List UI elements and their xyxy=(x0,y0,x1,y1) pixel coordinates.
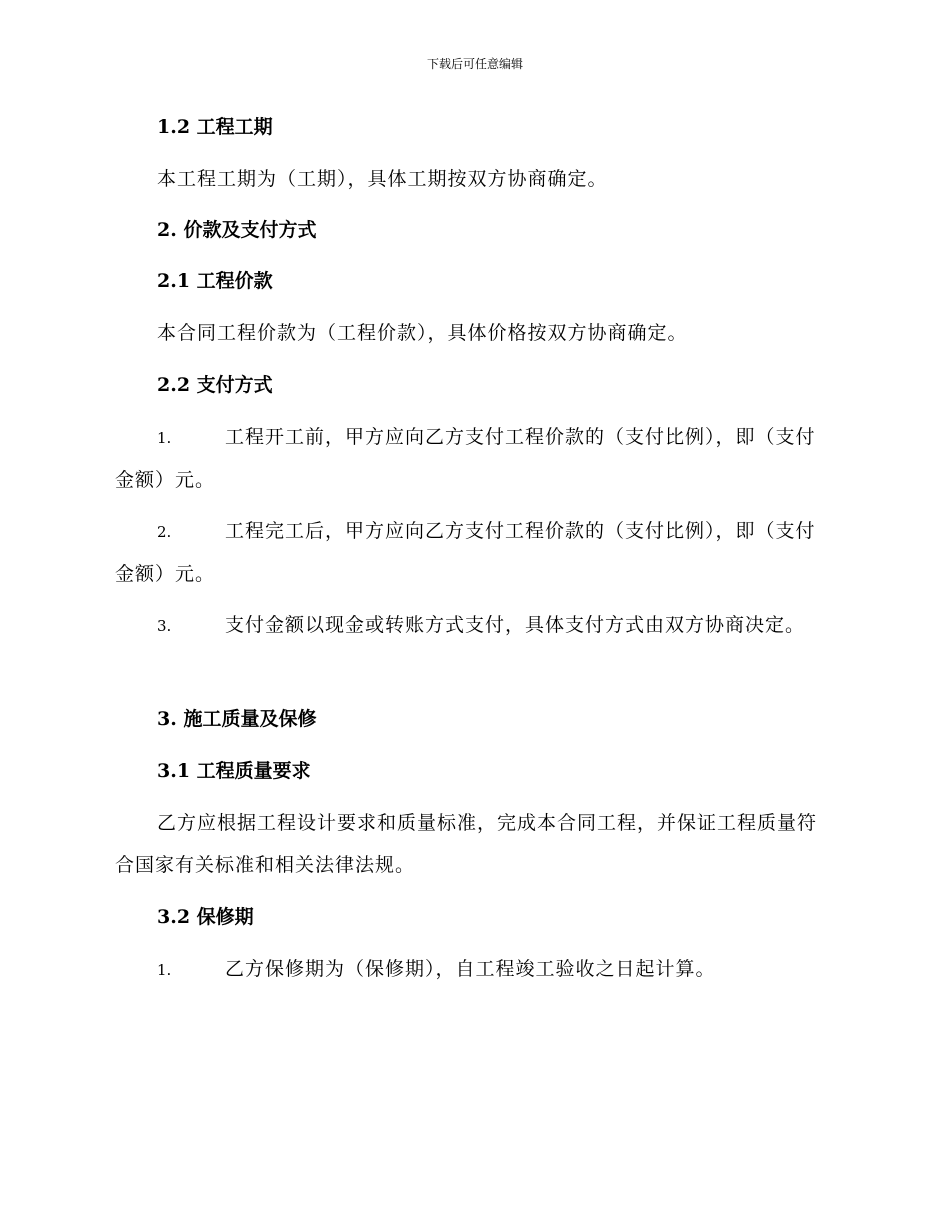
list-item-number: 2. xyxy=(157,523,172,541)
list-item xyxy=(115,948,835,991)
list-item-number: 1. xyxy=(157,961,172,979)
heading-3: 3. 施工质量及保修 xyxy=(157,708,317,730)
list-item-number: 1. xyxy=(157,429,172,447)
paragraph-2-1: 本合同工程价款为（工程价款），具体价格按双方协商确定。 xyxy=(157,322,688,344)
list-item-number: 3. xyxy=(157,617,172,635)
list-item xyxy=(115,416,835,501)
list-item-text: 乙方保修期为（保修期），自工程竣工验收之日起计算。 xyxy=(225,958,716,980)
header-note: 下载后可任意编辑 xyxy=(426,57,523,71)
heading-3-2: 3.2 保修期 xyxy=(157,906,254,928)
heading-2: 2. 价款及支付方式 xyxy=(157,219,317,241)
list-item-text: 支付金额以现金或转账方式支付，具体支付方式由双方协商决定。 xyxy=(225,614,806,636)
paragraph-1-2: 本工程工期为（工期），具体工期按双方协商确定。 xyxy=(157,168,608,190)
list-item xyxy=(115,510,835,595)
heading-1-2: 1.2 工程工期 xyxy=(157,116,273,138)
list-item-text: 工程开工前，甲方应向乙方支付工程价款的（支付比例），即（支付金额）元。 xyxy=(115,426,816,491)
heading-3-1: 3.1 工程质量要求 xyxy=(157,760,311,782)
heading-2-2: 2.2 支付方式 xyxy=(157,374,273,396)
paragraph-3-1: 乙方应根据工程设计要求和质量标准，完成本合同工程，并保证工程质量符合国家有关标准和相关法律法规。 xyxy=(115,812,818,876)
list-item xyxy=(115,604,835,647)
list-item-text: 工程完工后，甲方应向乙方支付工程价款的（支付比例），即（支付金额）元。 xyxy=(115,520,816,585)
heading-2-1: 2.1 工程价款 xyxy=(157,270,273,292)
